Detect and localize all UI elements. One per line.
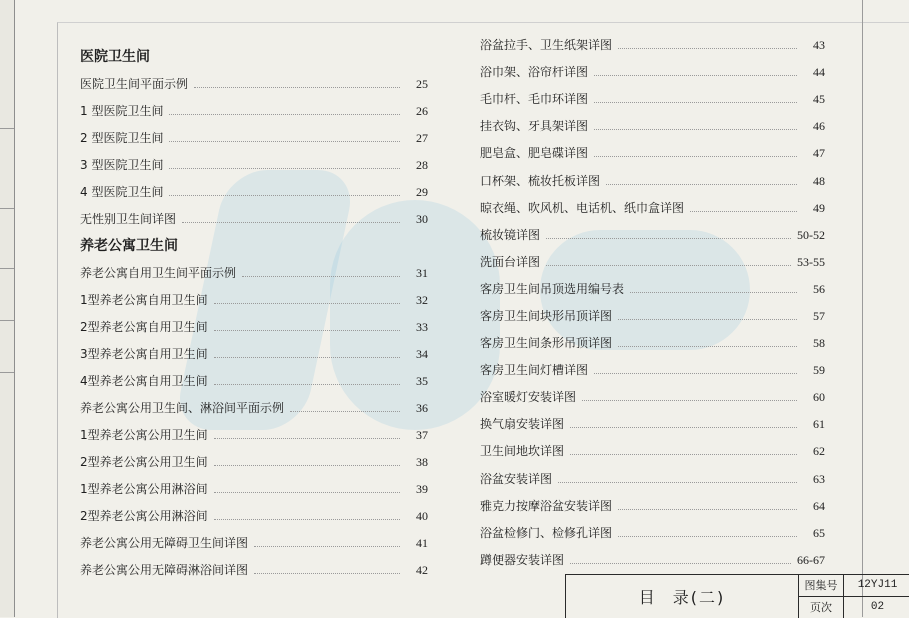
toc-entry-label: 浴巾架、浴帘杆详图: [480, 65, 589, 80]
toc-entry[interactable]: [480, 32, 825, 59]
toc-entry-label: 洗面台详图: [480, 254, 541, 269]
toc-entry[interactable]: [80, 368, 428, 395]
toc-entry-page: 26: [416, 104, 428, 118]
toc-entry[interactable]: [480, 466, 825, 493]
toc-entry-page: 42: [416, 563, 428, 577]
toc-entry[interactable]: [80, 557, 428, 584]
toc-entry-page: 29: [416, 185, 428, 199]
leader-dots: [254, 546, 400, 547]
title-part-1: 目: [638, 588, 657, 607]
toc-entry-page: 56: [813, 281, 825, 296]
toc-entry[interactable]: [480, 276, 825, 303]
toc-entry-label: 雅克力按摩浴盆安装详图: [480, 498, 613, 513]
toc-entry-label: 梳妆镜详图: [480, 227, 541, 242]
leader-dots: [214, 357, 400, 358]
leader-dots: [690, 211, 797, 212]
toc-entry-label: 晾衣绳、吹风机、电话机、纸巾盒详图: [480, 200, 685, 215]
toc-entry-label: 浴盆安装详图: [480, 471, 553, 486]
leader-dots: [182, 222, 400, 223]
section-title: 养老公寓卫生间: [80, 238, 178, 254]
toc-entry-page: 63: [813, 471, 825, 486]
title-block-grid: [798, 575, 909, 618]
toc-entry-page: 53-55: [797, 254, 825, 269]
toc-entry-page: 30: [416, 212, 428, 226]
toc-entry[interactable]: [80, 71, 428, 98]
toc-entry-label: 4 型医院卫生间: [80, 185, 164, 199]
toc-entry-page: 33: [416, 320, 428, 334]
atlas-row: [799, 575, 909, 597]
toc-entry-label: 客房卫生间块形吊顶详图: [480, 308, 613, 323]
leader-dots: [290, 411, 400, 412]
toc-entry-page: 40: [416, 509, 428, 523]
toc-entry-page: 65: [813, 525, 825, 540]
toc-entry-page: 47: [813, 146, 825, 161]
leader-dots: [254, 573, 400, 574]
frame-right-margin: [862, 0, 909, 617]
toc-entry-page: 49: [813, 200, 825, 215]
toc-entry-label: 养老公寓公用卫生间、淋浴间平面示例: [80, 401, 285, 415]
toc-entry[interactable]: [480, 520, 825, 547]
toc-entry-page: 61: [813, 417, 825, 432]
toc-entry-label: 1 型医院卫生间: [80, 104, 164, 118]
leader-dots: [169, 168, 400, 169]
leader-dots: [594, 156, 797, 157]
leader-dots: [214, 303, 400, 304]
title-block: [565, 574, 909, 618]
toc-entry-label: 客房卫生间灯槽详图: [480, 363, 589, 378]
binding-strip: [0, 0, 15, 617]
toc-entry[interactable]: [80, 341, 428, 368]
toc-entry-label: 无性别卫生间详图: [80, 212, 177, 226]
leader-dots: [214, 519, 400, 520]
toc-entry[interactable]: [80, 287, 428, 314]
toc-entry-page: 31: [416, 266, 428, 280]
toc-entry-label: 蹲便器安装详图: [480, 552, 565, 567]
toc-entry-page: 39: [416, 482, 428, 496]
toc-entry-label: 卫生间地坎详图: [480, 444, 565, 459]
toc-entry-page: 25: [416, 77, 428, 91]
toc-entry[interactable]: [80, 152, 428, 179]
toc-entry-label: 1型养老公寓自用卫生间: [80, 293, 208, 307]
toc-entry-label: 肥皂盒、肥皂碟详图: [480, 146, 589, 161]
toc-entry-page: 62: [813, 444, 825, 459]
toc-entry[interactable]: [480, 493, 825, 520]
leader-dots: [214, 330, 400, 331]
toc-entry-page: 36: [416, 401, 428, 415]
toc-entry-page: 43: [813, 38, 825, 53]
leader-dots: [169, 141, 400, 142]
leader-dots: [594, 129, 797, 130]
toc-entry-page: 34: [416, 347, 428, 361]
leader-dots: [594, 373, 797, 374]
toc-entry-page: 48: [813, 173, 825, 188]
toc-entry-label: 养老公寓自用卫生间平面示例: [80, 266, 237, 280]
toc-entry-label: 2型养老公寓公用淋浴间: [80, 509, 208, 523]
toc-entry-page: 57: [813, 308, 825, 323]
toc-entry-label: 2 型医院卫生间: [80, 131, 164, 145]
toc-entry-label: 毛巾杆、毛巾环详图: [480, 92, 589, 107]
leader-dots: [630, 292, 797, 293]
title-block-title: [566, 575, 798, 618]
leader-dots: [606, 184, 797, 185]
toc-entry-page: 59: [813, 363, 825, 378]
toc-entry-label: 3型养老公寓自用卫生间: [80, 347, 208, 361]
leader-dots: [558, 482, 797, 483]
toc-entry-label: 换气扇安装详图: [480, 417, 565, 432]
toc-entry-label: 浴盆检修门、检修孔详图: [480, 525, 613, 540]
title-part-2: 录(二): [672, 588, 726, 607]
toc-entry[interactable]: [480, 249, 825, 276]
page-label: 页次: [799, 597, 844, 618]
leader-dots: [582, 400, 797, 401]
leader-dots: [214, 492, 400, 493]
toc-entry-label: 口杯架、梳妆托板详图: [480, 173, 601, 188]
toc-entry[interactable]: [80, 98, 428, 125]
toc-entry[interactable]: [80, 476, 428, 503]
toc-right-column: [480, 32, 825, 574]
toc-entry[interactable]: [80, 449, 428, 476]
leader-dots: [618, 536, 797, 537]
toc-entry-page: 38: [416, 455, 428, 469]
toc-entry[interactable]: [480, 195, 825, 222]
atlas-label: 图集号: [799, 575, 844, 596]
leader-dots: [618, 346, 797, 347]
toc-entry[interactable]: [80, 260, 428, 287]
toc-entry-label: 2型养老公寓公用卫生间: [80, 455, 208, 469]
section-elderly-list: [80, 260, 428, 584]
toc-entry[interactable]: [480, 59, 825, 86]
leader-dots: [214, 465, 400, 466]
toc-entry[interactable]: [80, 503, 428, 530]
toc-entry-label: 养老公寓公用无障碍淋浴间详图: [80, 563, 249, 577]
toc-entry[interactable]: [480, 86, 825, 113]
toc-entry-page: 64: [813, 498, 825, 513]
toc-entry[interactable]: [80, 125, 428, 152]
toc-entry-label: 挂衣钩、牙具架详图: [480, 119, 589, 134]
toc-entry-label: 3 型医院卫生间: [80, 158, 164, 172]
page-row: [799, 597, 909, 618]
leader-dots: [169, 114, 400, 115]
toc-entry-label: 浴盆拉手、卫生纸架详图: [480, 38, 613, 53]
toc-entry[interactable]: [480, 167, 825, 194]
leader-dots: [618, 319, 797, 320]
toc-entry-label: 1型养老公寓公用卫生间: [80, 428, 208, 442]
toc-entry-label: 养老公寓公用无障碍卫生间详图: [80, 536, 249, 550]
leader-dots: [214, 438, 400, 439]
toc-entry[interactable]: [480, 411, 825, 438]
toc-entry[interactable]: [80, 314, 428, 341]
leader-dots: [594, 102, 797, 103]
toc-entry-label: 客房卫生间条形吊顶详图: [480, 336, 613, 351]
toc-entry-label: 1型养老公寓公用淋浴间: [80, 482, 208, 496]
toc-entry[interactable]: [80, 395, 428, 422]
toc-entry[interactable]: [80, 422, 428, 449]
toc-entry-label: 医院卫生间平面示例: [80, 77, 189, 91]
toc-entry-page: 27: [416, 131, 428, 145]
toc-entry-page: 58: [813, 336, 825, 351]
toc-entry-page: 37: [416, 428, 428, 442]
leader-dots: [570, 563, 791, 564]
toc-entry[interactable]: [480, 140, 825, 167]
leader-dots: [214, 384, 400, 385]
toc-entry-page: 45: [813, 92, 825, 107]
toc-entry-label: 浴室暖灯安装详图: [480, 390, 577, 405]
leader-dots: [194, 87, 400, 88]
toc-entry[interactable]: [480, 438, 825, 465]
toc-entry[interactable]: [480, 330, 825, 357]
toc-entry-page: 60: [813, 390, 825, 405]
toc-entry-page: 28: [416, 158, 428, 172]
toc-entry[interactable]: [480, 222, 825, 249]
toc-entry[interactable]: [480, 303, 825, 330]
section-title: 医院卫生间: [80, 49, 150, 65]
section-hospital-list: [80, 71, 428, 233]
toc-entry[interactable]: [480, 384, 825, 411]
leader-dots: [242, 276, 400, 277]
toc-entry[interactable]: [80, 530, 428, 557]
atlas-value: 12YJ11: [857, 579, 898, 591]
leader-dots: [169, 195, 400, 196]
toc-entry-label: 2型养老公寓自用卫生间: [80, 320, 208, 334]
toc-left-column: [80, 44, 428, 584]
leader-dots: [618, 48, 797, 49]
leader-dots: [594, 75, 797, 76]
leader-dots: [570, 454, 797, 455]
toc-entry[interactable]: [480, 547, 825, 574]
leader-dots: [546, 265, 791, 266]
toc-entry[interactable]: [480, 357, 825, 384]
toc-entry-page: 46: [813, 119, 825, 134]
toc-entry-page: 32: [416, 293, 428, 307]
toc-entry-label: 4型养老公寓自用卫生间: [80, 374, 208, 388]
toc-entry-page: 66-67: [797, 552, 825, 567]
toc-entry[interactable]: [80, 179, 428, 206]
leader-dots: [546, 238, 791, 239]
toc-entry[interactable]: [480, 113, 825, 140]
leader-dots: [618, 509, 797, 510]
toc-entry-page: 35: [416, 374, 428, 388]
leader-dots: [570, 427, 797, 428]
page-value: 02: [870, 601, 885, 613]
toc-entry-page: 50-52: [797, 227, 825, 242]
toc-entry-label: 客房卫生间吊顶选用编号表: [480, 281, 625, 296]
toc-entry-page: 44: [813, 65, 825, 80]
toc-entry-page: 41: [416, 536, 428, 550]
toc-entry[interactable]: [80, 206, 428, 233]
